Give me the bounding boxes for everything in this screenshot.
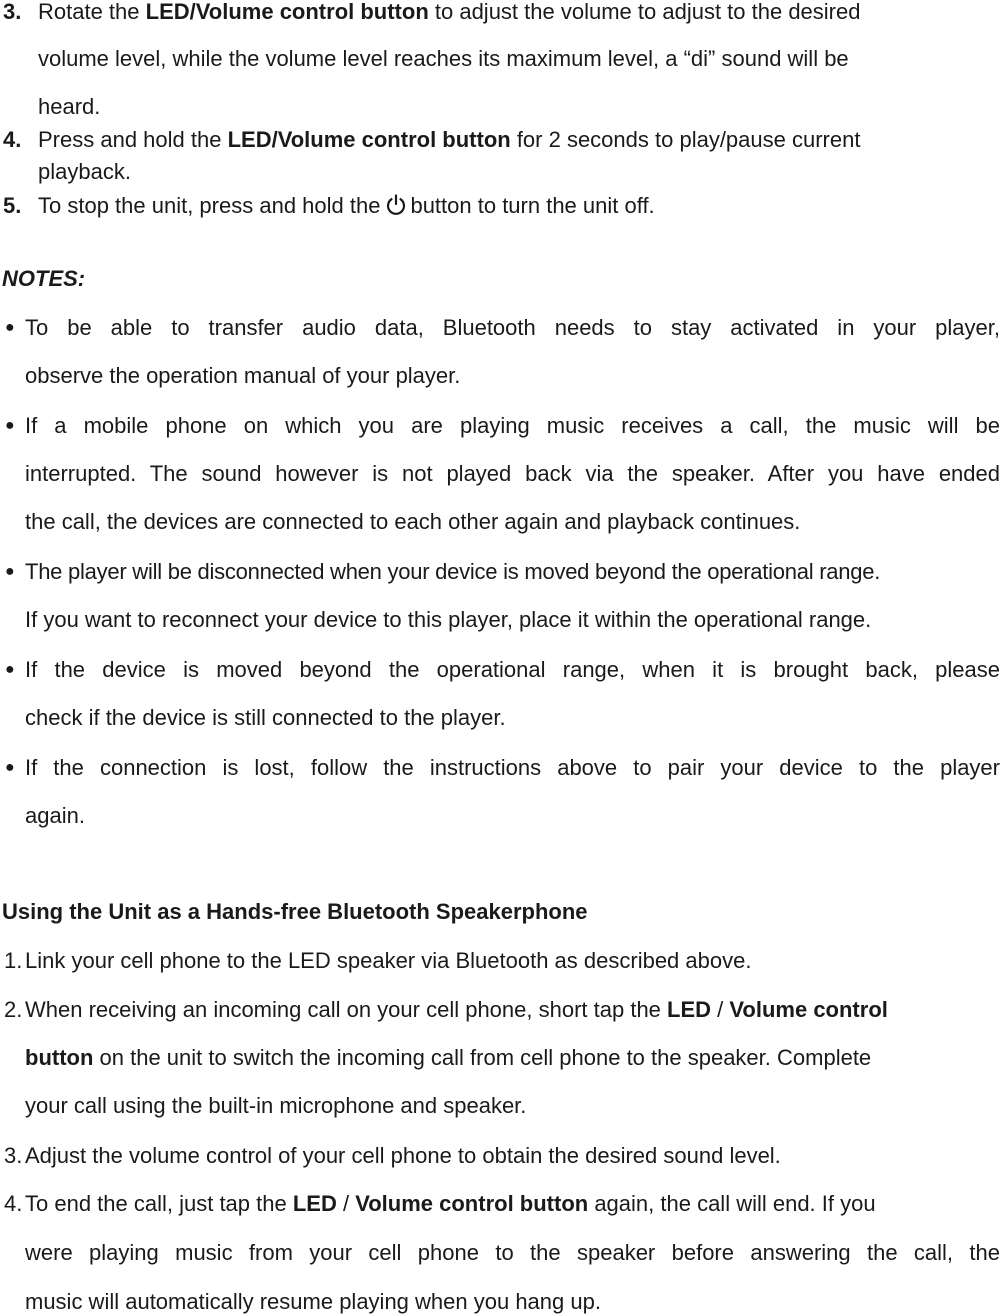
note-text: If a mobile phone on which you are playing music receives a call, the music will be	[25, 413, 1000, 438]
power-icon	[384, 193, 408, 217]
step-text: for 2 seconds to play/pause current	[510, 127, 861, 152]
step-text: Rotate the	[38, 0, 146, 24]
note-text: the call, the devices are connected to each other again and playback continues.	[25, 509, 801, 534]
step-text: Press and hold the	[38, 127, 228, 152]
step-text: button to turn the unit off.	[410, 193, 655, 218]
bullet-icon: ●	[5, 661, 15, 678]
step-text: music will automatically resume playing when you hang up.	[25, 1289, 601, 1314]
note-text: check if the device is still connected to the player.	[25, 705, 506, 730]
step-text: to adjust the volume to adjust to the desired	[428, 0, 861, 24]
step-text: To end the call, just tap the	[25, 1191, 293, 1216]
step-number: 1.	[4, 948, 23, 973]
step-text: To stop the unit, press and hold the	[38, 193, 381, 218]
step-number: 3.	[3, 0, 22, 24]
note-text: If the device is moved beyond the operational range, when it is brought back, please	[25, 657, 1000, 682]
section-heading: Using the Unit as a Hands-free Bluetooth Speakerphone	[2, 899, 588, 924]
step-text: Adjust the volume control of your cell phone to obtain the desired sound level.	[25, 1143, 781, 1168]
bullet-icon: ●	[5, 759, 15, 776]
bold-term: LED/Volume control button	[145, 0, 429, 24]
notes-heading: NOTES:	[2, 266, 86, 291]
bullet-icon: ●	[5, 563, 15, 580]
note-text: To be able to transfer audio data, Bluetooth needs to stay activated in your player,	[25, 315, 1000, 340]
step-text: heard.	[38, 94, 101, 119]
step-number: 4.	[4, 1191, 23, 1216]
step-text: When receiving an incoming call on your cell phone, short tap the	[25, 997, 668, 1022]
step-text: playback.	[38, 159, 131, 184]
step-text: volume level, while the volume level reaches its maximum level, a “di” sound will be	[38, 46, 849, 71]
step-text: were playing music from your cell phone to the speaker before answering the call, the	[25, 1240, 1000, 1265]
note-text: again.	[25, 803, 85, 828]
step-text: on the unit to switch the incoming call from cell phone to the speaker. Complete	[93, 1045, 872, 1070]
bold-term: Volume control button	[355, 1191, 589, 1216]
note-text: The player will be disconnected when your device is moved beyond the operational range.	[25, 559, 881, 584]
step-number: 2.	[4, 997, 23, 1022]
note-text: observe the operation manual of your player.	[25, 363, 461, 388]
bold-term: Volume control	[729, 997, 888, 1022]
bullet-icon: ●	[5, 319, 15, 336]
note-text: If the connection is lost, follow the instructions above to pair your device to the player	[25, 755, 1000, 780]
bold-term: button	[25, 1045, 94, 1070]
step-number: 5.	[3, 193, 22, 218]
step-number: 4.	[3, 127, 22, 152]
bold-term: LED/Volume control button	[227, 127, 511, 152]
note-text: If you want to reconnect your device to this player, place it within the operational range.	[25, 607, 872, 632]
bold-term: LED	[292, 1191, 337, 1216]
bold-term: LED	[667, 997, 712, 1022]
step-text: /	[336, 1191, 356, 1216]
step-text: Link your cell phone to the LED speaker via Bluetooth as described above.	[25, 948, 752, 973]
step-number: 3.	[4, 1143, 23, 1168]
step-text: again, the call will end. If you	[588, 1191, 876, 1216]
step-text: /	[711, 997, 730, 1022]
note-text: interrupted. The sound however is not played back via the speaker. After you have ended	[25, 461, 1000, 486]
step-text: your call using the built-in microphone and speaker.	[25, 1093, 527, 1118]
bullet-icon: ●	[5, 417, 15, 434]
